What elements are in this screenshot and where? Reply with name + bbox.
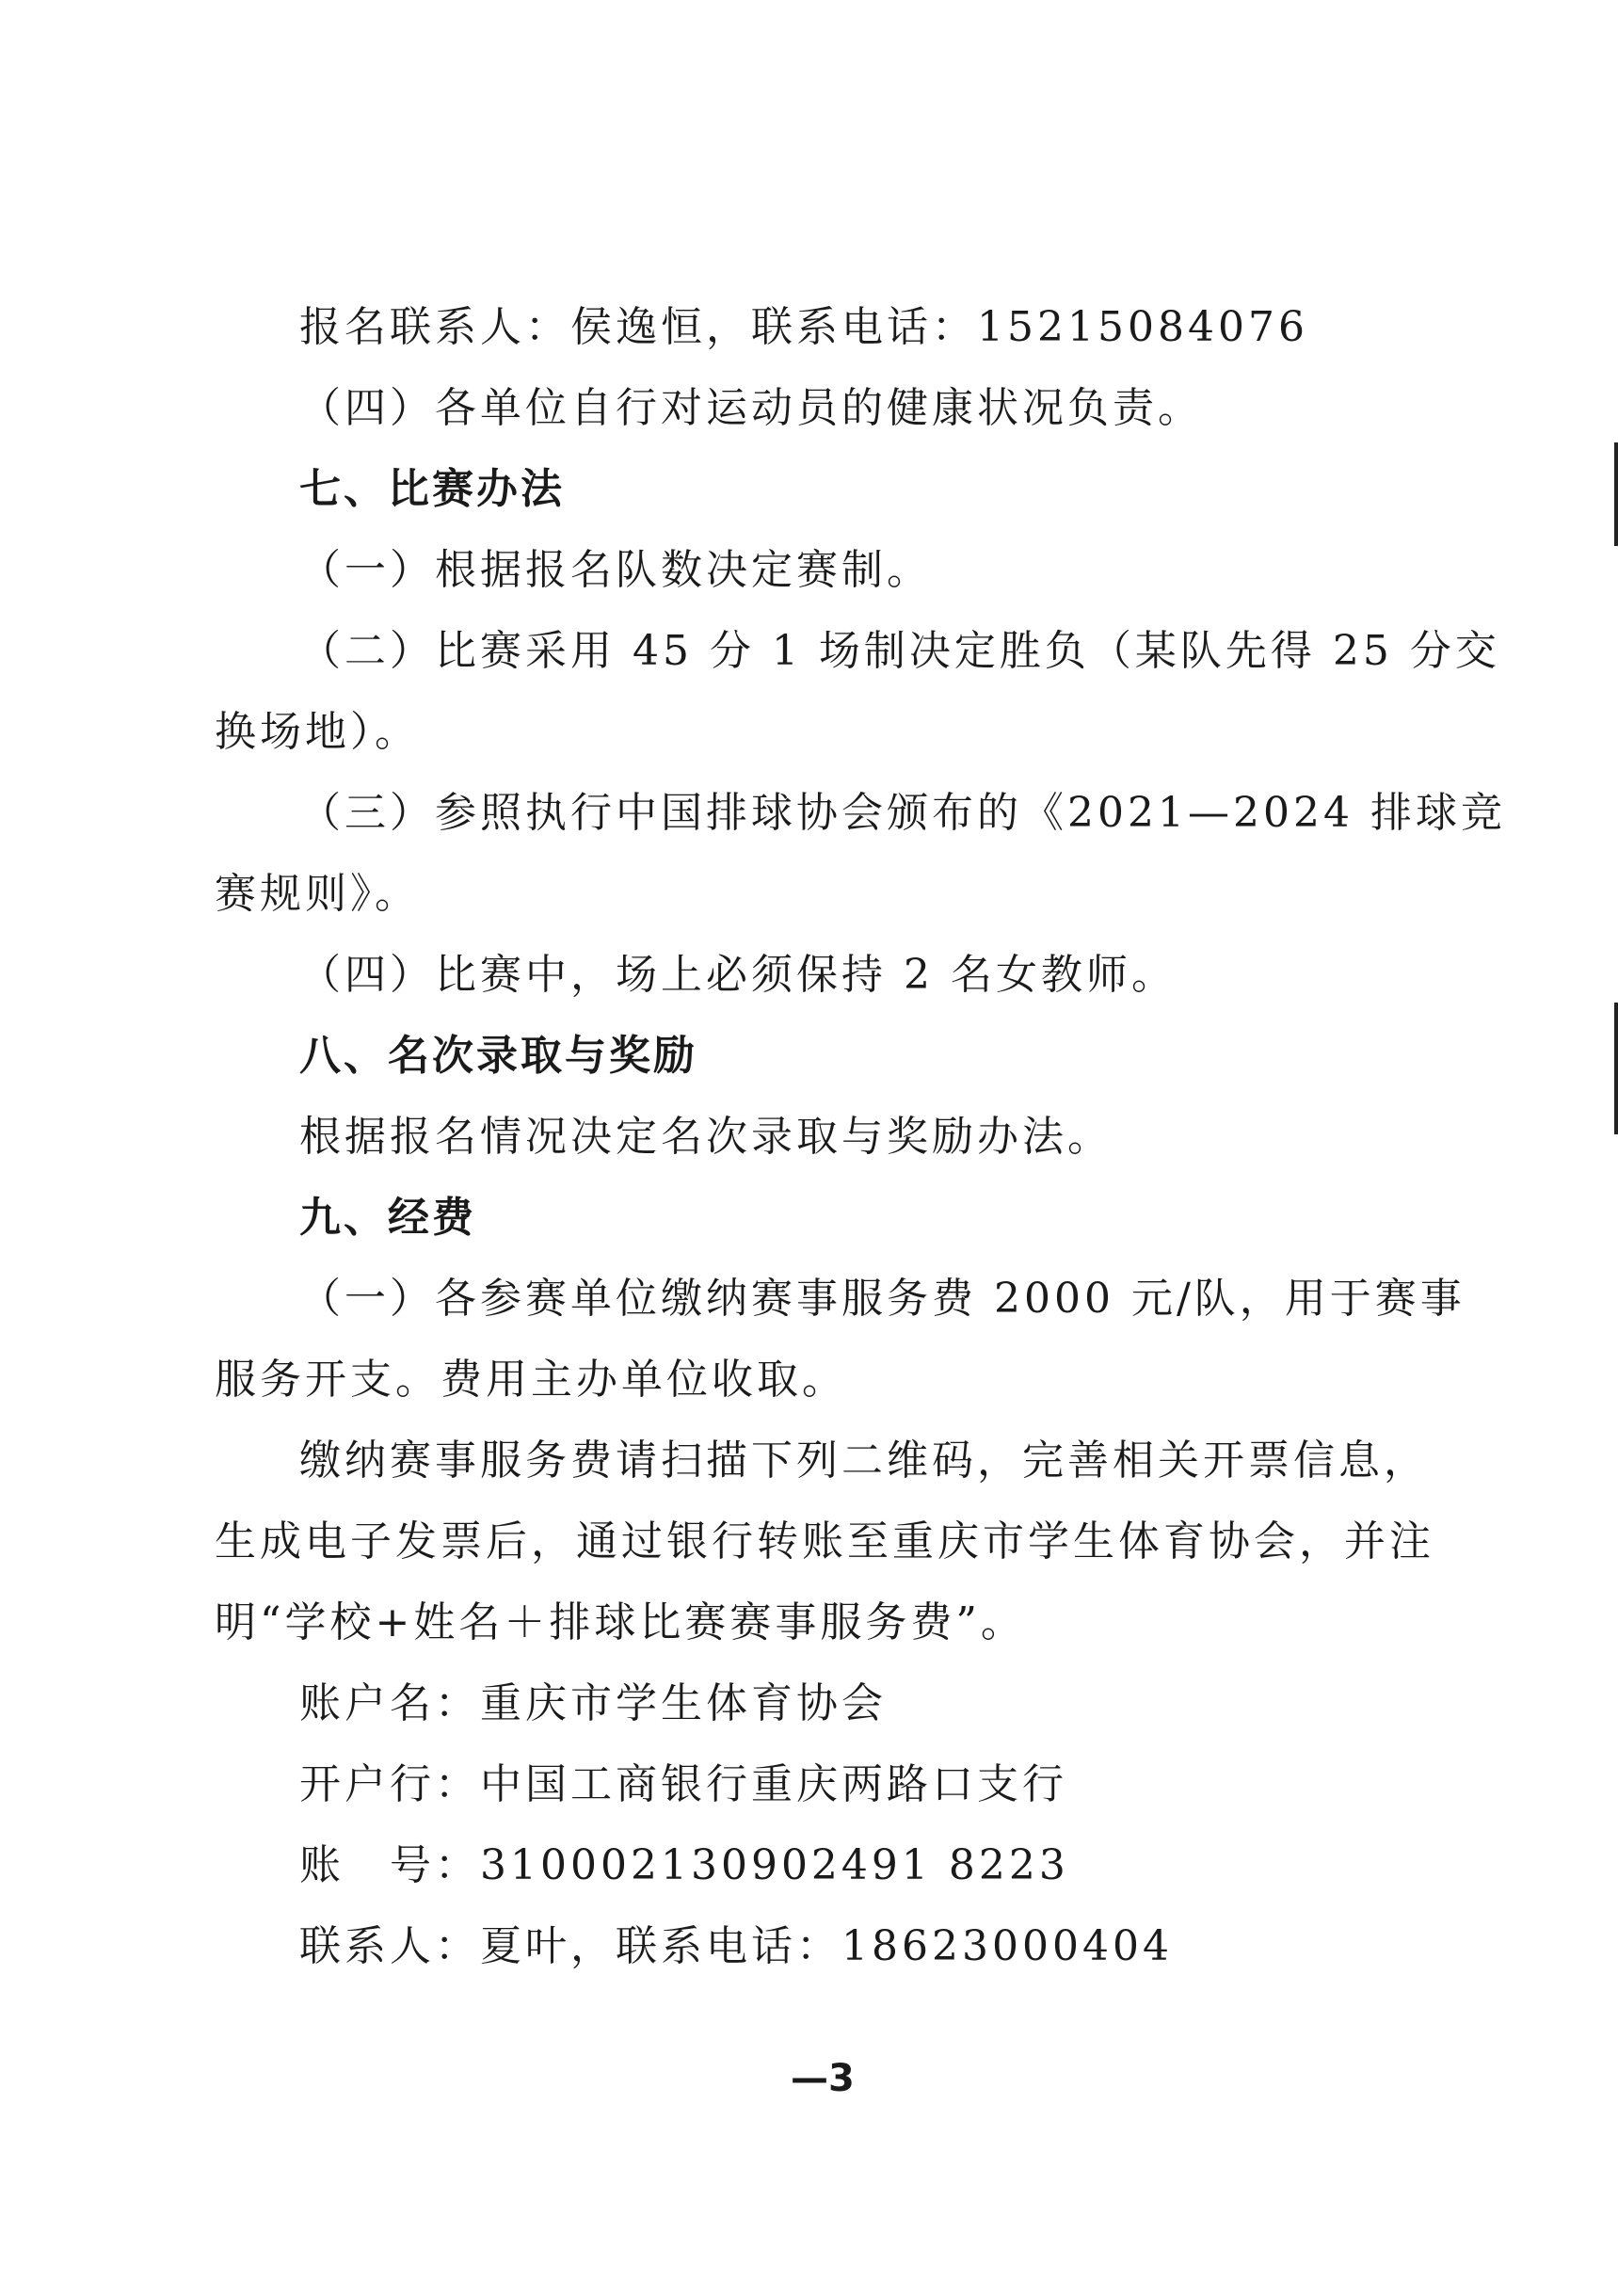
health-responsibility-line: （四）各单位自行对运动员的健康状况负责。 xyxy=(299,384,1203,432)
scan-edge-mark xyxy=(1614,1003,1618,1134)
page-number: —3 xyxy=(791,2057,855,2100)
paragraph-line: 缴纳赛事服务费请扫描下列二维码，完善相关开票信息， xyxy=(299,1437,1429,1485)
registration-contact-line: 报名联系人：侯逸恒，联系电话：15215084076 xyxy=(299,303,1308,351)
bank-line: 开户行：中国工商银行重庆两路口支行 xyxy=(299,1760,1067,1808)
section-heading-ranking-awards: 八、名次录取与奖励 xyxy=(299,1032,697,1080)
paragraph-line: 服务开支。费用主办单位收取。 xyxy=(215,1356,847,1404)
account-number-line: 账 号：310002130902491 8223 xyxy=(299,1841,1069,1889)
account-name-line: 账户名：重庆市学生体育协会 xyxy=(299,1679,887,1727)
paragraph-line: 生成电子发票后，通过银行转账至重庆市学生体育协会，并注 xyxy=(215,1517,1434,1565)
paragraph-line: 根据报名情况决定名次录取与奖励办法。 xyxy=(299,1113,1113,1161)
paragraph-line: （一）各参赛单位缴纳赛事服务费 2000 元/队，用于赛事 xyxy=(299,1275,1466,1323)
paragraph-line: 换场地）。 xyxy=(215,708,420,756)
paragraph-line: （三）参照执行中国排球协会颁布的《2021—2024 排球竞 xyxy=(299,789,1506,837)
paragraph-line: 明“学校+姓名＋排球比赛赛事服务费”。 xyxy=(215,1598,1026,1646)
section-heading-competition-method: 七、比赛办法 xyxy=(299,465,565,513)
section-heading-funding: 九、经费 xyxy=(299,1194,476,1242)
paragraph-line: 赛规则》。 xyxy=(215,870,420,918)
paragraph-line: （四）比赛中，场上必须保持 2 名女教师。 xyxy=(299,951,1177,999)
payment-contact-line: 联系人：夏叶，联系电话：18623000404 xyxy=(299,1922,1173,1970)
scan-edge-mark xyxy=(1614,442,1618,546)
paragraph-line: （一）根据报名队数决定赛制。 xyxy=(299,546,932,594)
paragraph-line: （二）比赛采用 45 分 1 场制决定胜负（某队先得 25 分交 xyxy=(299,627,1500,675)
